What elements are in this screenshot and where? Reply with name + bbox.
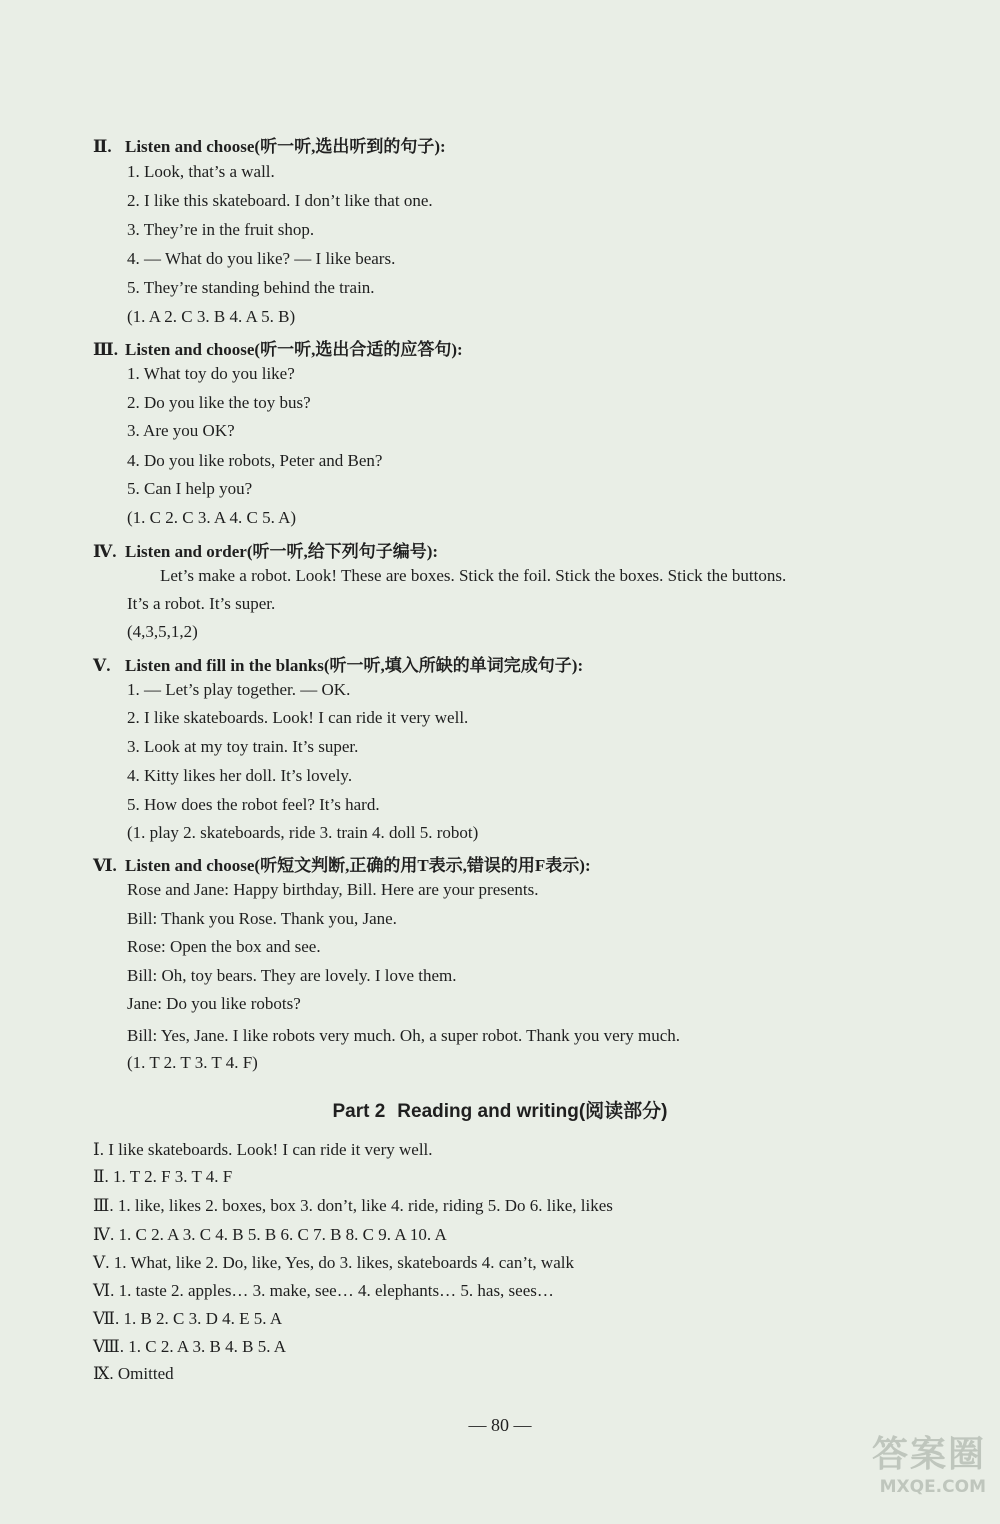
answer-key: (1. play 2. skateboards, ride 3. train 4. doll 5. robot)	[127, 823, 479, 842]
section-3-heading	[93, 335, 463, 360]
answer-row: Ⅸ. Omitted	[93, 1364, 174, 1383]
section-number: Ⅴ.	[93, 656, 111, 675]
section-title: Listen and choose(听短文判断,正确的用T表示,错误的用F表示):	[125, 856, 591, 875]
answer-row: Ⅲ. 1. like, likes 2. boxes, box 3. don’t, like 4. ride, riding 5. Do 6. like, likes	[93, 1196, 613, 1215]
answer-key: (1. C 2. C 3. A 4. C 5. A)	[127, 508, 297, 527]
part-2-title	[0, 1096, 1000, 1123]
dialogue-line: Bill: Oh, toy bears. They are lovely. I love them.	[127, 966, 457, 985]
list-item: 4. — What do you like? — I like bears.	[127, 249, 396, 268]
paragraph: Let’s make a robot. Look! These are boxes. Stick the foil. Stick the boxes. Stick the buttons.	[160, 566, 787, 585]
section-4-heading	[93, 537, 438, 562]
list-item: 2. I like skateboards. Look! I can ride it very well.	[127, 708, 469, 727]
list-item: 1. — Let’s play together. — OK.	[127, 680, 351, 699]
dialogue-line: Rose: Open the box and see.	[127, 937, 321, 956]
list-item: 2. I like this skateboard. I don’t like that one.	[127, 191, 433, 210]
answer-row: Ⅱ. 1. T 2. F 3. T 4. F	[93, 1167, 233, 1186]
section-title: Listen and order(听一听,给下列句子编号):	[125, 542, 439, 561]
watermark-url: MXQE.COM	[879, 1477, 986, 1497]
page-number: — 80 —	[468, 1415, 532, 1435]
list-item: 5. They’re standing behind the train.	[127, 278, 375, 297]
answer-key: (4,3,5,1,2)	[127, 622, 198, 641]
answer-row: Ⅴ. 1. What, like 2. Do, like, Yes, do 3. likes, skateboards 4. can’t, walk	[93, 1253, 574, 1272]
part-heading: Reading and writing(阅读部分)	[397, 1101, 668, 1122]
dialogue-line: Rose and Jane: Happy birthday, Bill. Here are your presents.	[127, 880, 539, 899]
section-5-heading	[93, 651, 583, 676]
dialogue-line: Jane: Do you like robots?	[127, 994, 301, 1013]
list-item: 1. Look, that’s a wall.	[127, 162, 275, 181]
answer-key: (1. A 2. C 3. B 4. A 5. B)	[127, 307, 296, 326]
section-2-heading	[93, 132, 446, 157]
part-label: Part 2	[332, 1101, 386, 1122]
section-title: Listen and choose(听一听,选出听到的句子):	[125, 137, 446, 156]
list-item: 4. Kitty likes her doll. It’s lovely.	[127, 766, 353, 785]
list-item: 3. They’re in the fruit shop.	[127, 220, 315, 239]
list-item: 4. Do you like robots, Peter and Ben?	[127, 451, 383, 470]
section-number: Ⅵ.	[93, 856, 117, 875]
list-item: 1. What toy do you like?	[127, 364, 295, 383]
answer-row: Ⅷ. 1. C 2. A 3. B 4. B 5. A	[93, 1337, 287, 1356]
list-item: 3. Are you OK?	[127, 421, 235, 440]
answer-key: (1. T 2. T 3. T 4. F)	[127, 1053, 258, 1072]
answer-row: Ⅶ. 1. B 2. C 3. D 4. E 5. A	[93, 1309, 283, 1328]
paragraph: It’s a robot. It’s super.	[127, 594, 276, 613]
answer-row: Ⅰ. I like skateboards. Look! I can ride it very well.	[93, 1140, 433, 1159]
answer-row: Ⅳ. 1. C 2. A 3. C 4. B 5. B 6. C 7. B 8. C 9. A 10. A	[93, 1225, 447, 1244]
section-number: Ⅲ.	[93, 340, 118, 359]
section-6-heading	[93, 851, 591, 876]
section-number: Ⅱ.	[93, 137, 112, 156]
watermark-logo	[836, 1426, 986, 1504]
answer-row: Ⅵ. 1. taste 2. apples… 3. make, see… 4. elephants… 5. has, sees…	[93, 1281, 554, 1300]
list-item: 3. Look at my toy train. It’s super.	[127, 737, 359, 756]
section-title: Listen and fill in the blanks(听一听,填入所缺的单词完成句子):	[125, 656, 584, 675]
list-item: 2. Do you like the toy bus?	[127, 393, 311, 412]
section-title: Listen and choose(听一听,选出合适的应答句):	[125, 340, 463, 359]
dialogue-line: Bill: Thank you Rose. Thank you, Jane.	[127, 909, 397, 928]
watermark-text: 答案圈	[871, 1434, 986, 1475]
list-item: 5. How does the robot feel? It’s hard.	[127, 795, 380, 814]
section-number: Ⅳ.	[93, 542, 117, 561]
dialogue-line: Bill: Yes, Jane. I like robots very much. Oh, a super robot. Thank you very much.	[127, 1026, 681, 1045]
list-item: 5. Can I help you?	[127, 479, 253, 498]
